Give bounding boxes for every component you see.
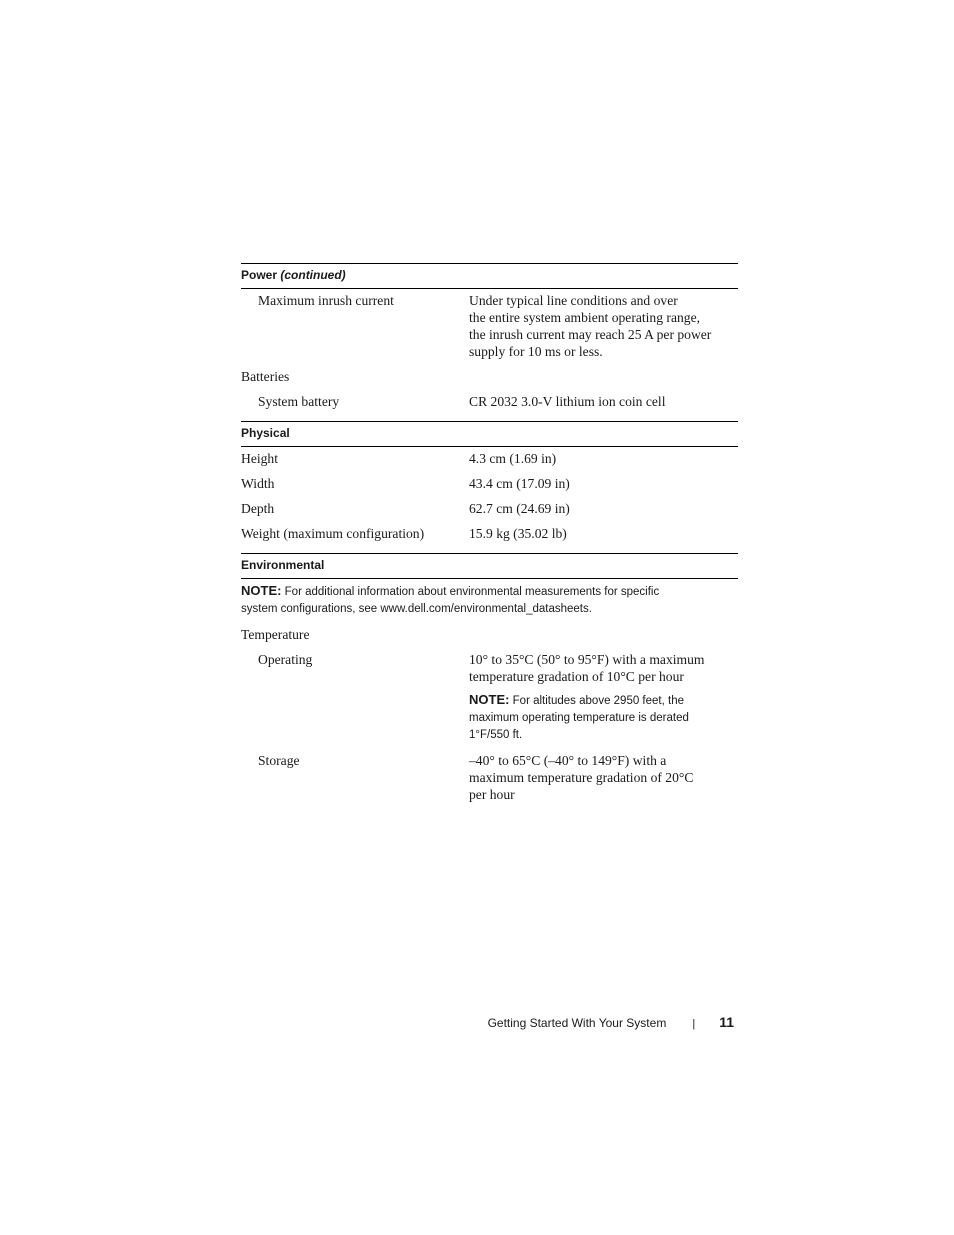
value-line: per hour xyxy=(469,787,515,802)
note-line xyxy=(241,601,738,618)
note-line: 1°F/550 ft. xyxy=(469,729,523,741)
datasheets-link[interactable]: www.dell.com/environmental_datasheets xyxy=(380,603,589,615)
section-title: Environmental xyxy=(241,558,325,572)
footer-title: Getting Started With Your System xyxy=(487,1016,667,1030)
continued-label: (continued) xyxy=(280,268,346,282)
section-title: Physical xyxy=(241,426,290,440)
value-line: Under typical line conditions and over xyxy=(469,293,678,308)
note-line xyxy=(469,691,738,710)
spec-row-weight xyxy=(241,525,738,542)
value-line: 10° to 35°C (50° to 95°F) with a maximum xyxy=(469,652,705,667)
section-header-power xyxy=(241,263,738,289)
spec-value xyxy=(469,292,738,360)
spec-value: 4.3 cm (1.69 in) xyxy=(469,451,557,466)
spec-value: 43.4 cm (17.09 in) xyxy=(469,476,570,491)
subheading-batteries: Batteries xyxy=(241,369,290,384)
section-header-environmental xyxy=(241,553,738,579)
value-line: supply for 10 ms or less. xyxy=(469,344,603,359)
value-line: maximum temperature gradation of 20°C xyxy=(469,770,694,785)
note-line xyxy=(241,582,738,601)
spec-row-inrush xyxy=(241,292,738,360)
section-title: Power xyxy=(241,268,278,282)
page-footer xyxy=(488,1014,734,1030)
spec-row-operating xyxy=(241,651,738,744)
note-operating xyxy=(469,691,738,744)
spec-label: Height xyxy=(241,451,278,466)
spec-row-width xyxy=(241,475,738,492)
spec-label: System battery xyxy=(258,394,340,409)
section-header-physical xyxy=(241,421,738,447)
note-text: For additional information about environmental measurements for specific xyxy=(284,586,660,598)
spec-row-height xyxy=(241,450,738,467)
value-line: –40° to 65°C (–40° to 149°F) with a xyxy=(469,753,667,768)
spec-value: 62.7 cm (24.69 in) xyxy=(469,501,570,516)
spec-label: Depth xyxy=(241,501,275,516)
spec-label: Maximum inrush current xyxy=(258,293,394,308)
spec-row-depth xyxy=(241,500,738,517)
note-text: For altitudes above 2950 feet, the xyxy=(512,695,684,707)
spec-label: Weight (maximum configuration) xyxy=(241,526,425,541)
value-line: the inrush current may reach 25 A per power xyxy=(469,327,712,342)
value-line: the entire system ambient operating range, xyxy=(469,310,701,325)
spec-label: Storage xyxy=(258,753,300,768)
spec-value: CR 2032 3.0-V lithium ion coin cell xyxy=(469,394,666,409)
spec-row-storage xyxy=(241,752,738,803)
note-label: NOTE: xyxy=(469,692,510,707)
note-label: NOTE: xyxy=(241,583,282,598)
footer-separator: | xyxy=(692,1018,696,1030)
spec-value xyxy=(469,752,738,803)
spec-label: Width xyxy=(241,476,275,491)
note-line: maximum operating temperature is derated xyxy=(469,712,689,724)
note-environmental xyxy=(241,582,738,618)
spec-row-battery xyxy=(241,393,738,410)
spec-table xyxy=(241,263,738,803)
note-end: . xyxy=(588,603,592,615)
value-line: temperature gradation of 10°C per hour xyxy=(469,669,684,684)
spec-value: 15.9 kg (35.02 lb) xyxy=(469,526,567,541)
page-number: 11 xyxy=(719,1014,734,1030)
spec-label: Operating xyxy=(258,652,313,667)
spec-value xyxy=(469,651,738,744)
subheading-temperature: Temperature xyxy=(241,627,310,642)
note-text: system configurations, see xyxy=(241,603,378,615)
